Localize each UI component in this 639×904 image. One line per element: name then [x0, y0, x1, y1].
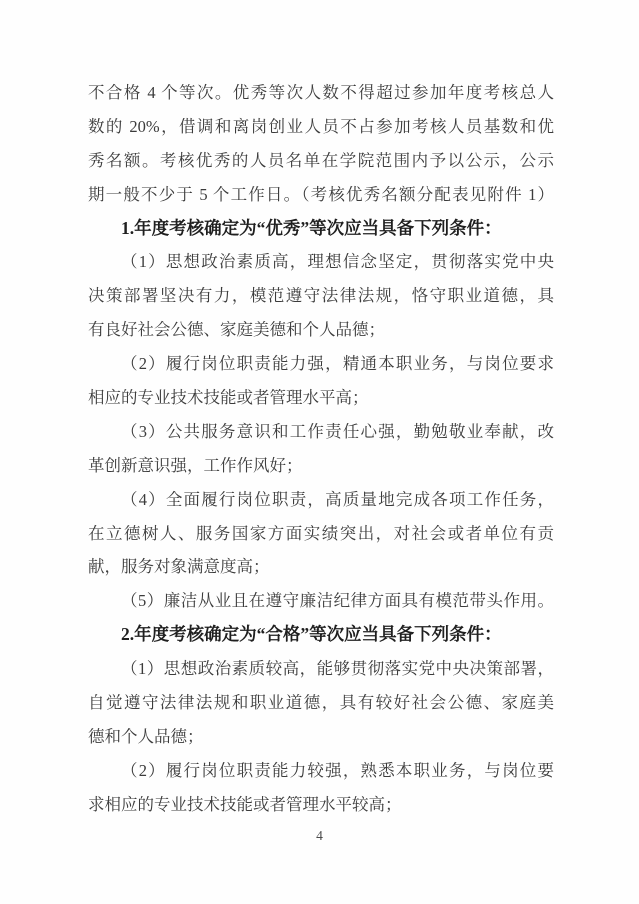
- text-line: （1）思想政治素质高，理想信念坚定，贯彻落实党中央: [121, 252, 554, 272]
- text-line: 在立德树人、服务国家方面实绩突出，对社会或者单位有贡: [88, 523, 554, 543]
- text-line: 有良好社会公德、家庭美德和个人品德；: [88, 320, 385, 340]
- text-line: 献，服务对象满意度高；: [88, 557, 270, 577]
- text-line: 求相应的专业技术技能或者管理水平较高；: [88, 794, 402, 814]
- text-line: 自觉遵守法律法规和职业道德，具有较好社会公德、家庭美: [88, 693, 554, 713]
- text-line: （2）履行岗位职责能力强，精通本职业务，与岗位要求: [121, 354, 554, 374]
- text-line: （2）履行岗位职责能力较强，熟悉本职业务，与岗位要: [121, 760, 554, 780]
- text-line: 革创新意识强，工作作风好；: [88, 455, 303, 475]
- text-line: 相应的专业技术技能或者管理水平高；: [88, 388, 369, 408]
- text-line: （5）廉洁从业且在遵守廉洁纪律方面具有模范带头作用。: [121, 591, 554, 611]
- page-number: 4: [316, 828, 323, 843]
- text-line: 不合格 4 个等次。优秀等次人数不得超过参加年度考核总人: [88, 83, 554, 102]
- text-line: （3）公共服务意识和工作责任心强，勤勉敬业奉献，改: [121, 421, 554, 441]
- text-line: 德和个人品德；: [88, 726, 204, 746]
- section-2-heading: 2.年度考核确定为“合格”等次应当具备下列条件：: [121, 624, 502, 645]
- text-line: （1）思想政治素质较高，能够贯彻落实党中央决策部署，: [121, 659, 554, 679]
- text-line: 决策部署坚决有力，模范遵守法律法规，恪守职业道德，具: [88, 286, 554, 306]
- section-1-heading: 1.年度考核确定为“优秀”等次应当具备下列条件：: [121, 217, 502, 238]
- text-line: 期一般不少于 5 个工作日。（考核优秀名额分配表见附件 1）: [88, 184, 554, 204]
- text-line: 数的 20%，借调和离岗创业人员不占参加考核人员基数和优: [88, 116, 554, 136]
- document-body: [88, 76, 554, 822]
- text-line: 秀名额。考核优秀的人员名单在学院范围内予以公示，公示: [88, 150, 554, 170]
- text-line: （4）全面履行岗位职责，高质量地完成各项工作任务，: [121, 489, 554, 509]
